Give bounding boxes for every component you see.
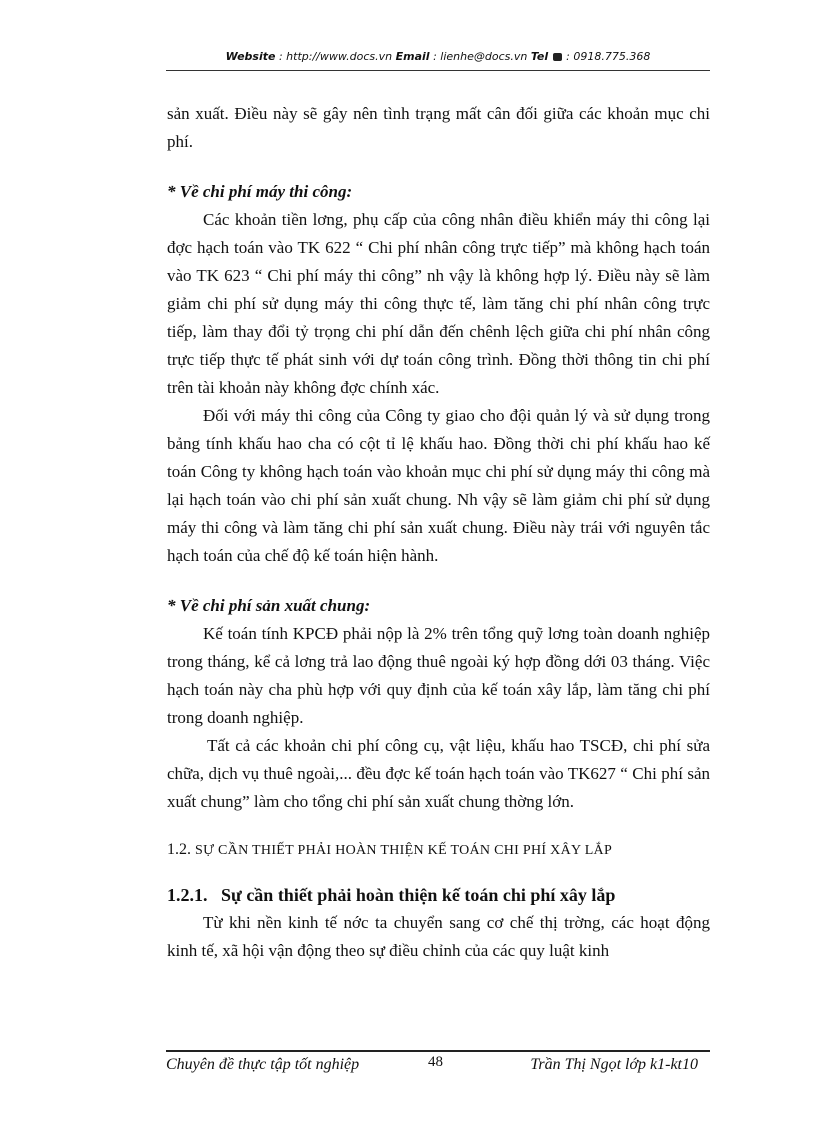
tel-value: : 0918.775.368 xyxy=(566,50,651,63)
subsection-number: 1.2.1. xyxy=(167,885,208,905)
website-value: : http://www.docs.vn xyxy=(278,50,393,63)
page-header xyxy=(166,50,710,63)
section-title xyxy=(167,836,710,865)
subsection-title xyxy=(167,881,710,909)
footer-author: Trần Thị Ngọt lớp k1-kt10 xyxy=(530,1056,698,1073)
header-divider xyxy=(166,70,710,71)
email-label: Email xyxy=(395,50,430,63)
heading-general-costs: * Về chi phí sản xuất chung: xyxy=(167,596,371,615)
paragraph-5: Tất cả các khoản chi phí công cụ, vật liệu, khấu hao TSCĐ, chi phí sửa chữa, dịch vụ thuê ngoài,... đều đợc kế toán hạch toán vào TK627 “ Chi phí sản xuất chung” làm cho tổng chi phí sản xuất chung thờng lớn. xyxy=(167,736,710,811)
paragraph-3: Đối với máy thi công của Công ty giao cho đội quản lý và sử dụng trong bảng tính khấu hao cha có cột tỉ lệ khấu hao. Đồng thời chi phí khấu hao kế toán Công ty không hạch toán vào khoản mục chi phí sử dụng máy thi công mà lại hạch toán vào chi phí sản xuất chung. Nh vậy sẽ làm giảm chi phí sử dụng máy thi công và làm tăng chi phí sản xuất chung. Điều này trái với nguyên tắc hạch toán của chế độ kế toán hiện hành. xyxy=(167,406,710,565)
paragraph-4: Kế toán tính KPCĐ phải nộp là 2% trên tổng quỹ lơng toàn doanh nghiệp trong tháng, kể cả lơng trả lao động thuê ngoài ký hợp đồng dới 03 tháng. Việc hạch toán này cha phù hợp với quy định của kế toán xây lắp, làm tăng chi phí trong doanh nghiệp. xyxy=(167,624,710,727)
page-number: 48 xyxy=(428,1054,443,1070)
subsection-heading-text: Sự cần thiết phải hoàn thiện kế toán chi phí xây lắp xyxy=(221,885,616,905)
document-body xyxy=(167,100,710,965)
paragraph-1: sản xuất. Điều này sẽ gây nên tình trạng mất cân đối giữa các khoản mục chi phí. xyxy=(167,104,710,151)
footer-divider xyxy=(166,1050,710,1052)
website-label: Website xyxy=(225,50,276,63)
email-value: : lienhe@docs.vn xyxy=(433,50,528,63)
section-number: 1.2. xyxy=(167,841,191,858)
phone-icon xyxy=(553,53,562,61)
paragraph-6: Từ khi nền kinh tế nớc ta chuyển sang cơ chế thị trờng, các hoạt động kinh tế, xã hội vận động theo sự điều chỉnh của các quy luật kinh xyxy=(167,913,710,960)
paragraph-2: Các khoản tiền lơng, phụ cấp của công nhân điều khiển máy thi công lại đợc hạch toán vào TK 622 “ Chi phí nhân công trực tiếp” mà không hạch toán vào TK 623 “ Chi phí máy thi công” nh vậy là không hợp lý. Điều này sẽ làm giảm chi phí sử dụng máy thi công thực tế, làm tăng chi phí nhân công trực tiếp, làm thay đổi tỷ trọng chi phí dẫn đến chênh lệch giữa chi phí nhân công trực tiếp thực tế phát sinh với dự toán công trình. Đồng thời thông tin chi phí trên tài khoản này không đợc chính xác. xyxy=(167,210,710,397)
heading-machine-costs: * Về chi phí máy thi công: xyxy=(167,182,353,201)
footer-title: Chuyên đề thực tập tốt nghiệp xyxy=(166,1056,360,1073)
tel-label: Tel xyxy=(530,50,549,63)
section-heading-text: SỰ CẦN THIẾT PHẢI HOÀN THIỆN KẾ TOÁN CHI PHÍ XÂY LẮP xyxy=(195,843,613,858)
